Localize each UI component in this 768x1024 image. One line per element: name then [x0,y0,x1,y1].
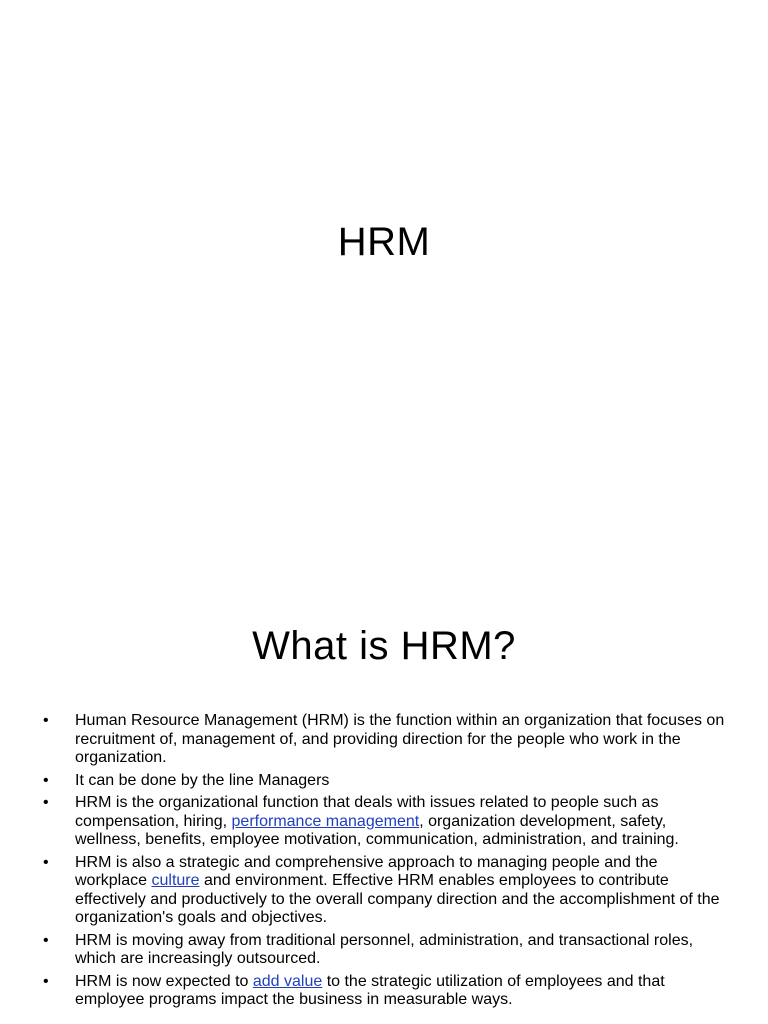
slide-what-is-hrm [0,576,768,1024]
performance-management-link[interactable]: performance management [231,812,420,830]
bullet-text-before: HRM is the organizational function that deals with issues related to people such as compensation, hiring, [75,794,659,830]
bullet-item [40,794,728,850]
bullet-text [75,854,720,927]
bullet-list [40,712,728,1014]
bullet-item [40,772,728,791]
bullet-text-after: to the strategic utilization of employees and that employee programs impact the business in measurable ways. [75,972,665,1008]
bullet-text-after: and environment. Effective HRM enables employees to contribute effectively and productively to the overall company direction and the accomplishment of the organization's goals and objectives. [75,872,720,926]
bullet-text: HRM is moving away from traditional personnel, administration, and transactional roles, which are increasingly outsourced. [75,931,694,967]
culture-link[interactable]: culture [151,872,200,889]
bullet-icon: • [43,794,49,811]
bullet-text: Human Resource Management (HRM) is the function within an organization that focuses on recruitment of, management of, and providing direction for the people who work in the organization. [75,712,725,766]
bullet-item [40,932,728,969]
add-value-link[interactable]: add value [252,972,323,990]
bullet-text: It can be done by the line Managers [75,771,330,789]
bullet-text [75,973,665,1009]
bullet-icon: • [43,771,49,789]
slide-title: What is HRM? [252,624,516,668]
bullet-item [40,712,728,768]
bullet-icon: • [43,712,49,729]
bullet-item [40,973,728,1010]
slide-title: HRM [337,220,431,264]
bullet-text-after: , organization development, safety, wellness, benefits, employee motivation, communication, administration, and training. [75,812,679,848]
bullet-icon: • [43,931,49,949]
bullet-icon: • [43,972,49,990]
bullet-text [75,794,679,848]
bullet-text-before: HRM is also a strategic and comprehensive approach to managing people and the workplace [75,853,658,889]
bullet-icon: • [43,853,49,871]
bullet-item [40,854,728,928]
bullet-text-before: HRM is now expected to [75,972,253,990]
